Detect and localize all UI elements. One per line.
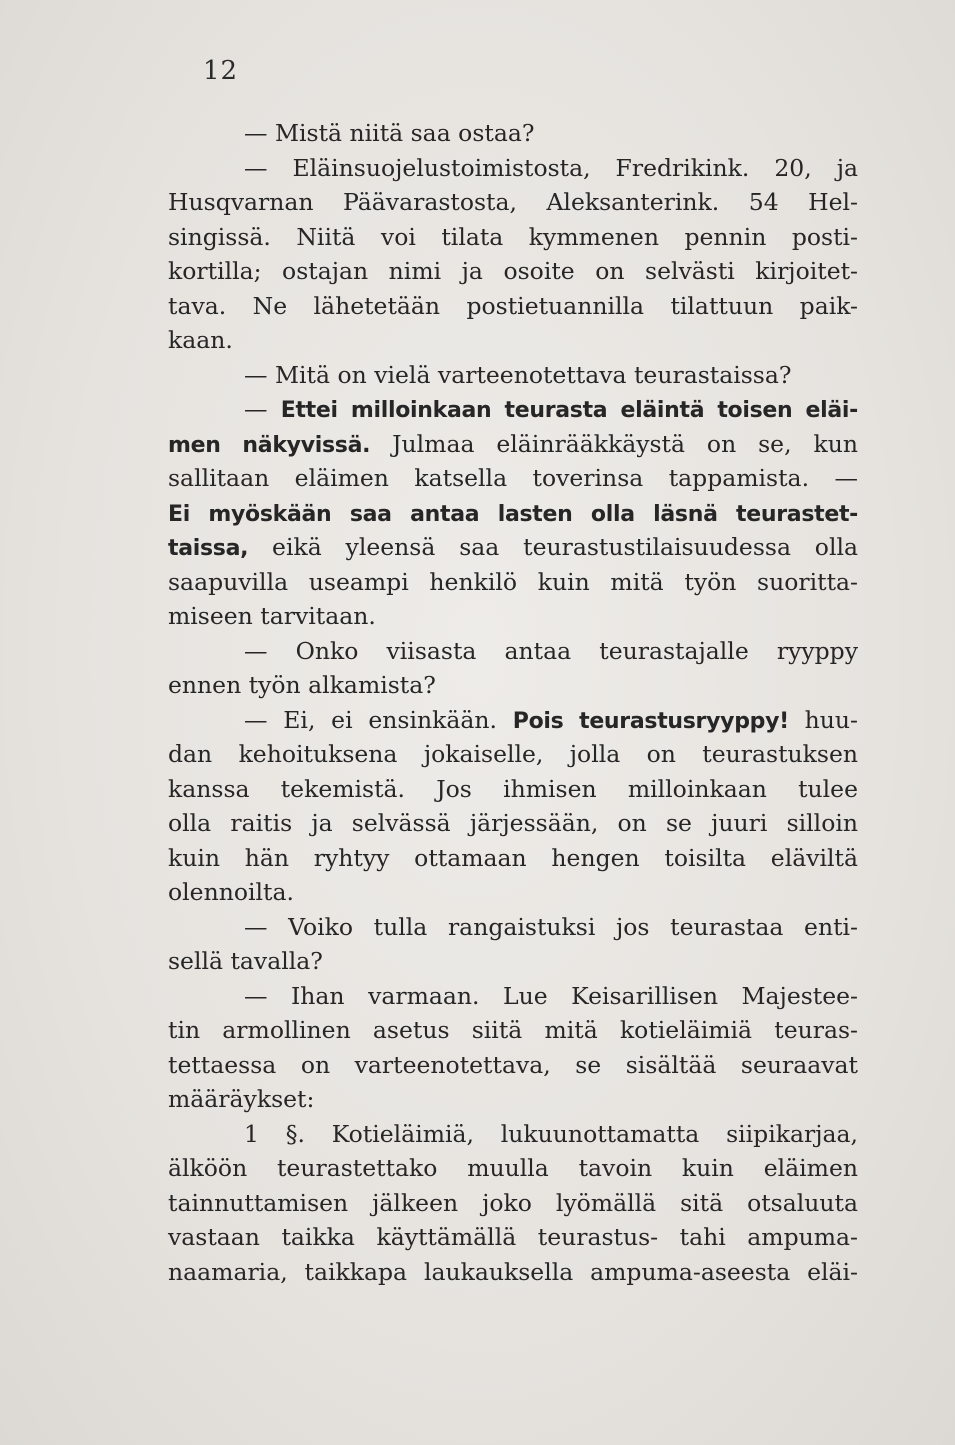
text-segment: huu-	[788, 705, 858, 734]
text-segment: olla raitis ja selvässä järjessään, on se juuri silloin	[168, 809, 858, 837]
text-segment: — Ihan varmaan. Lue Keisarillisen Majestee-	[244, 981, 858, 1010]
text-segment: 1 §. Kotieläimiä, lukuunottamatta siipikarjaa,	[244, 1119, 858, 1148]
text-line	[168, 185, 858, 219]
text-line	[244, 910, 858, 944]
text-line	[244, 151, 858, 185]
text-line	[168, 565, 858, 599]
text-segment: eikä yleensä saa teurastustilaisuudessa olla	[248, 533, 858, 561]
text-line	[244, 979, 858, 1013]
text-line	[168, 427, 858, 461]
text-line	[168, 1186, 858, 1220]
text-segment: kaan.	[168, 326, 233, 354]
text-line	[244, 358, 858, 392]
text-line	[168, 599, 858, 633]
text-segment: —	[244, 395, 281, 423]
text-segment: kortilla; ostajan nimi ja osoite on selvästi kirjoitet-	[168, 257, 858, 285]
bold-text-segment: men näkyvissä.	[168, 432, 371, 458]
text-line	[168, 1151, 858, 1185]
text-segment: Julmaa eläinrääkkäystä on se, kun	[370, 429, 858, 458]
text-line	[168, 1220, 858, 1254]
text-segment: tin armollinen asetus siitä mitä kotieläimiä teuras-	[168, 1016, 858, 1044]
text-segment: — Mitä on vielä varteenotettava teurastaissa?	[244, 360, 792, 389]
text-line	[168, 496, 858, 530]
text-segment: singissä. Niitä voi tilata kymmenen pennin posti-	[168, 222, 858, 251]
text-segment: tainnuttamisen jälkeen joko lyömällä sitä otsaluuta	[168, 1188, 858, 1217]
text-line	[168, 944, 858, 978]
text-line	[168, 530, 858, 564]
text-segment: Husqvarnan Päävarastosta, Aleksanterink. 54 Hel-	[168, 188, 858, 216]
text-segment: — Eläinsuojelustoimistosta, Fredrikink. 20, ja	[244, 153, 858, 182]
text-segment: älköön teurastettako muulla tavoin kuin eläimen	[168, 1154, 858, 1182]
text-segment: määräykset:	[168, 1085, 315, 1113]
text-segment: sellä tavalla?	[168, 947, 323, 975]
text-line	[244, 703, 858, 737]
text-line	[168, 461, 858, 495]
text-segment: — Mistä niitä saa ostaa?	[244, 119, 535, 147]
text-segment: tettaessa on varteenotettava, se sisältää seuraavat	[168, 1050, 858, 1079]
text-line	[168, 875, 858, 909]
text-segment: kanssa tekemistä. Jos ihmisen milloinkaan tulee	[168, 774, 858, 803]
text-line	[244, 116, 858, 150]
text-segment: saapuvilla useampi henkilö kuin mitä työn suoritta-	[168, 567, 858, 596]
text-segment: miseen tarvitaan.	[168, 602, 376, 630]
text-segment: naamaria, taikkapa laukauksella ampuma-aseesta eläi-	[168, 1257, 858, 1286]
text-line	[168, 1013, 858, 1047]
text-line	[168, 220, 858, 254]
text-line	[168, 1048, 858, 1082]
text-line	[168, 1255, 858, 1289]
text-line	[168, 323, 858, 357]
text-segment: ennen työn alkamista?	[168, 671, 436, 699]
text-segment: sallitaan eläimen katsella toverinsa tappamista. —	[168, 464, 858, 492]
text-segment: kuin hän ryhtyy ottamaan hengen toisilta eläviltä	[168, 843, 858, 872]
text-segment: — Ei, ei ensinkään.	[244, 705, 513, 734]
text-line	[168, 737, 858, 771]
text-segment: vastaan taikka käyttämällä teurastus- tahi ampuma-	[168, 1223, 858, 1251]
bold-text-segment: Pois teurastusryyppy!	[512, 708, 789, 734]
bold-text-segment: Ettei milloinkaan teurasta eläintä toisen eläi-	[280, 398, 858, 423]
text-line	[168, 1082, 858, 1116]
text-segment: olennoilta.	[168, 878, 294, 906]
text-line	[168, 668, 858, 702]
page-number: 12	[203, 56, 239, 86]
text-line	[168, 254, 858, 288]
text-line	[168, 806, 858, 840]
text-line	[168, 772, 858, 806]
text-segment: tava. Ne lähetetään postietuannilla tilattuun paik-	[168, 291, 858, 320]
text-line	[168, 289, 858, 323]
bold-text-segment: taissa,	[168, 536, 249, 561]
text-line	[244, 392, 858, 426]
text-segment: dan kehoituksena jokaiselle, jolla on teurastuksen	[168, 740, 858, 768]
text-segment: — Onko viisasta antaa teurastajalle ryyppy	[244, 636, 858, 665]
text-line	[244, 1117, 858, 1151]
text-line	[168, 841, 858, 875]
text-segment: — Voiko tulla rangaistuksi jos teurastaa enti-	[244, 912, 858, 941]
text-line	[244, 634, 858, 668]
bold-text-segment: Ei myöskään saa antaa lasten olla läsnä teurastet-	[168, 501, 858, 527]
